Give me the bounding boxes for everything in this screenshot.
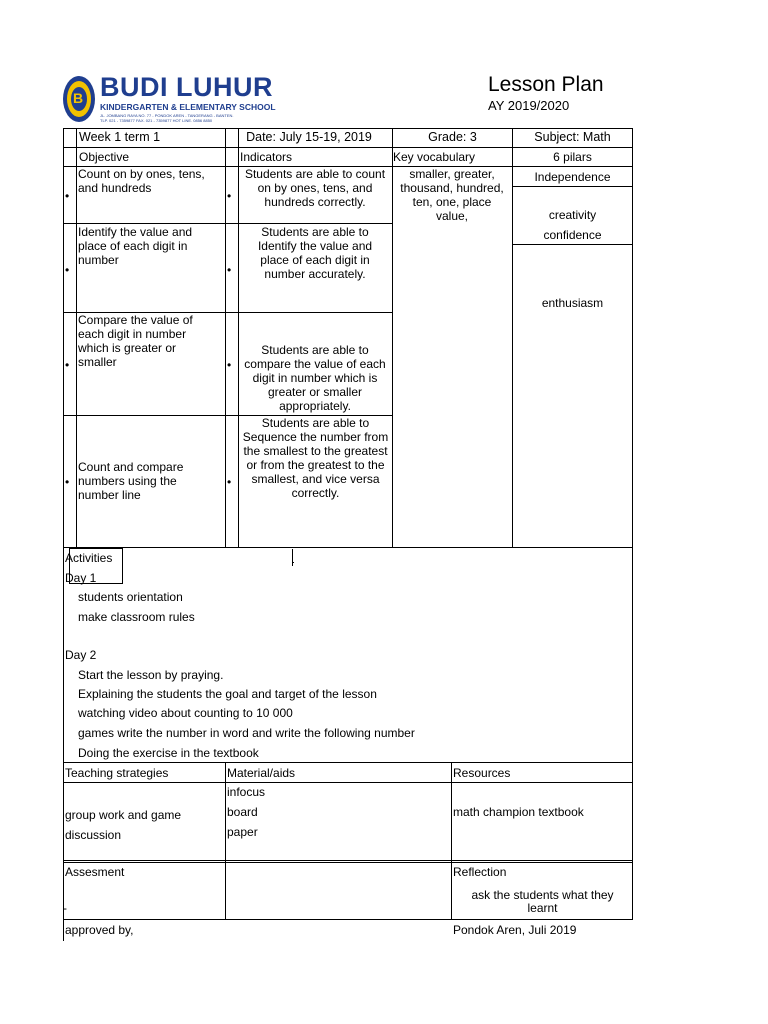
bullet: • (65, 475, 70, 489)
objective-1: Count on by ones, tens, and hundreds (78, 167, 205, 195)
activity-item: Explaining the students the goal and target of the lesson (78, 687, 377, 701)
vocabulary-text: smaller, greater, thousand, hundred, ten, one, place value, (400, 167, 504, 223)
resources-text: math champion textbook (453, 805, 584, 819)
bullet: • (227, 189, 232, 203)
reflection-header: Reflection (453, 865, 507, 879)
objective-2: Identify the value and place of each digit in number (78, 225, 193, 267)
document-title: Lesson Plan (488, 73, 604, 96)
day2-title: Day 2 (65, 648, 97, 662)
activities-title: Activities (65, 551, 113, 565)
indicator-2: Students are able to Identify the value and place of each digit in number accurately. (257, 225, 373, 281)
indicators-header: Indicators (240, 150, 293, 164)
indicator-3: Students are able to compare the value of each digit in number which is greater or smaller appropriately. (244, 343, 386, 413)
resources-header: Resources (453, 766, 511, 780)
indicator-1: Students are able to count on by ones, tens, and hundreds correctly. (244, 167, 386, 209)
subject-label: Subject: Math (534, 130, 611, 144)
pilar-independence: Independence (534, 170, 611, 184)
pilars-header: 6 pilars (553, 150, 592, 164)
material-item: infocus (227, 785, 266, 799)
strategies-text: group work and game discussion (65, 808, 182, 842)
material-item: board (227, 805, 258, 819)
school-contact: TLP. 021 - 7359877 FAX. 021 - 7359877 HOT LINE. 0856 8850 (100, 118, 213, 123)
bullet: • (65, 189, 70, 203)
bullet: • (227, 263, 232, 277)
bullet: • (65, 263, 70, 277)
activity-item: make classroom rules (78, 610, 195, 624)
bullet: • (227, 475, 232, 489)
week-label: Week 1 term 1 (79, 130, 161, 144)
assessment-header: Assesment (65, 865, 125, 879)
school-subtitle: KINDERGARTEN & ELEMENTARY SCHOOL (100, 102, 276, 112)
place-date: Pondok Aren, Juli 2019 (453, 923, 577, 937)
school-logo (62, 72, 282, 130)
school-address: JL. JOMBANG RAYA NO. 77 - PONDOK AREN - TANGERANG - BANTEN. (100, 113, 234, 118)
activity-item: Start the lesson by praying. (78, 668, 224, 682)
materials-header: Material/aids (227, 766, 296, 780)
date-label: Date: July 15-19, 2019 (246, 130, 372, 144)
pilar-creativity: creativity (548, 208, 597, 222)
objective-3: Compare the value of each digit in number which is greater or smaller (78, 313, 193, 369)
objective-header: Objective (79, 150, 130, 164)
objective-4: Count and compare numbers using the number line (78, 460, 184, 502)
logo-letter: B (73, 90, 84, 106)
academic-year: AY 2019/2020 (488, 98, 570, 113)
activity-item: watching video about counting to 10 000 (78, 706, 293, 720)
reflection-text: ask the students what they learnt (471, 888, 614, 915)
vocabulary-header: Key vocabulary (393, 150, 476, 164)
grade-label: Grade: 3 (428, 130, 477, 144)
pilar-confidence: confidence (543, 228, 602, 242)
bullet: • (227, 358, 232, 372)
material-item: paper (227, 825, 258, 839)
day1-title: Day 1 (65, 571, 97, 585)
indicator-4: Students are able to Sequence the number from the smallest to the greatest or from the greatest to the smallest, and vice versa correctly. (242, 416, 389, 500)
activity-item: Doing the exercise in the textbook (78, 746, 259, 760)
pilar-enthusiasm: enthusiasm (541, 296, 604, 310)
activity-item: students orientation (78, 590, 183, 604)
bullet: • (65, 358, 70, 372)
school-name: BUDI LUHUR (100, 72, 273, 102)
approved-by: approved by, (65, 923, 134, 937)
assessment-mark: - (63, 901, 67, 915)
strategies-header: Teaching strategies (65, 766, 169, 780)
activity-item: games write the number in word and write the following number (78, 726, 415, 740)
